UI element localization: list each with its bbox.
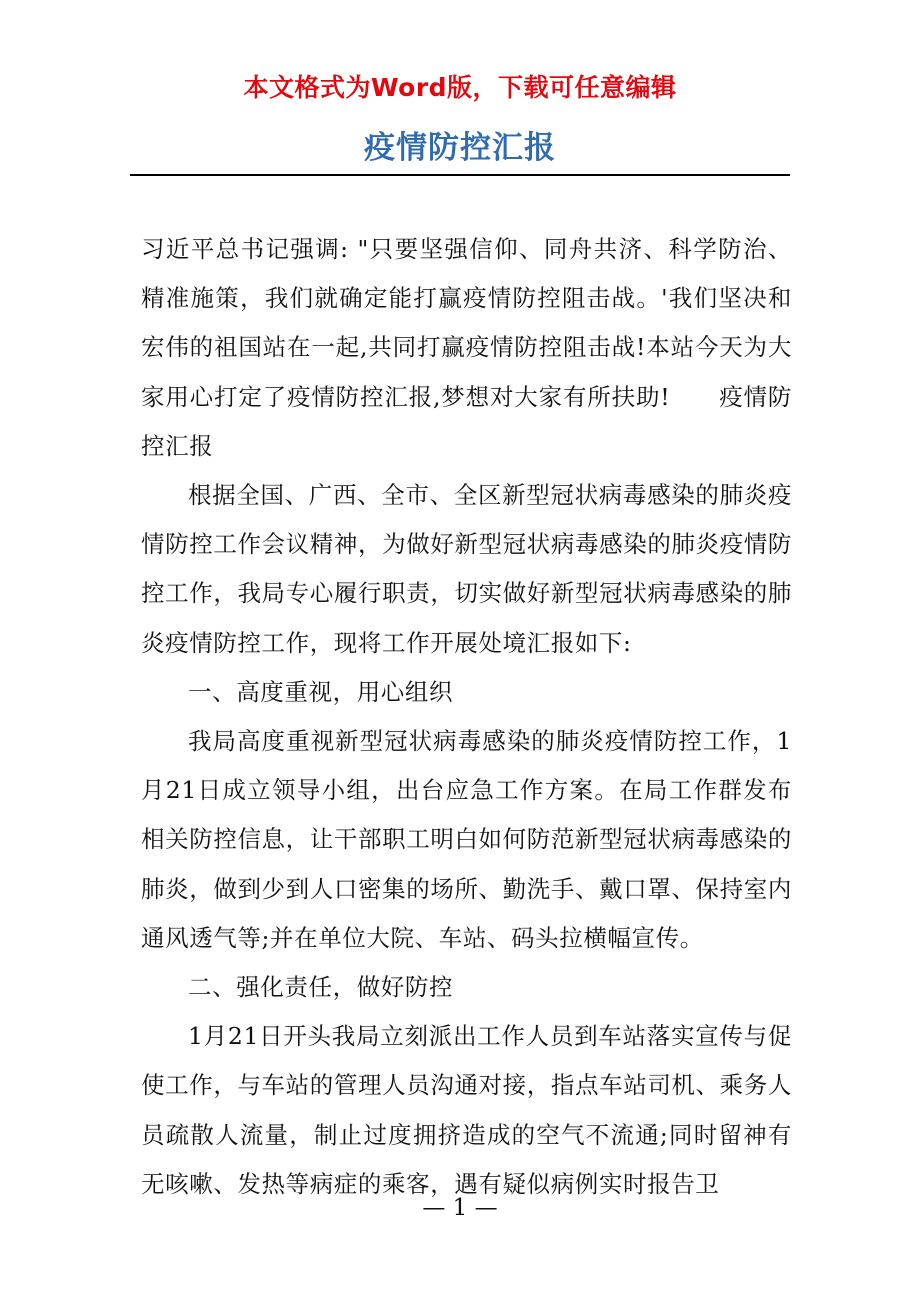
intro-paragraph: 习近平总书记强调: "只要坚强信仰、同舟共济、科学防治、精准施策，我们就确定能打赢疫情防控阻击战。'我们坚决和宏伟的祖国站在一起,共同打赢疫情防控阻击战!本站今天为大家用心打定了疫情防控汇报,梦想对大家有所扶助! 疫情防控汇报 [141,235,792,460]
section-heading: 一、高度重视，用心组织 [188,677,454,706]
document-body [141,225,792,1209]
document-title: 疫情防控汇报 [364,130,556,166]
page-number: — 1 — [422,1195,498,1221]
body-paragraph: 1月21日开头我局立刻派出工作人员到车站落实宣传与促使工作，与车站的管理人员沟通对接，指点车站司机、乘务人员疏散人流量，制止过度拥挤造成的空气不流通;同时留神有无咳嗽、发热等病症的乘客，遇有疑似病例实时报告卫 [141,1022,792,1198]
body-paragraph: 根据全国、广西、全市、全区新型冠状病毒感染的肺炎疫情防控工作会议精神，为做好新型冠状病毒感染的肺炎疫情防控工作，我局专心履行职责，切实做好新型冠状病毒感染的肺炎疫情防控工作，现将工作开展处境汇报如下: [141,481,792,657]
title-divider [130,174,790,176]
body-paragraph: 我局高度重视新型冠状病毒感染的肺炎疫情防控工作，1月21日成立领导小组，出台应急工作方案。在局工作群发布相关防控信息，让干部职工明白如何防范新型冠状病毒感染的肺炎，做到少到人口密集的场所、勤洗手、戴口罩、保持室内通风透气等;并在单位大院、车站、码头拉横幅宣传。 [141,727,792,952]
section-heading: 二、强化责任，做好防控 [188,973,454,1002]
format-notice-banner: 本文格式为Word版，下载可任意编辑 [243,73,677,102]
